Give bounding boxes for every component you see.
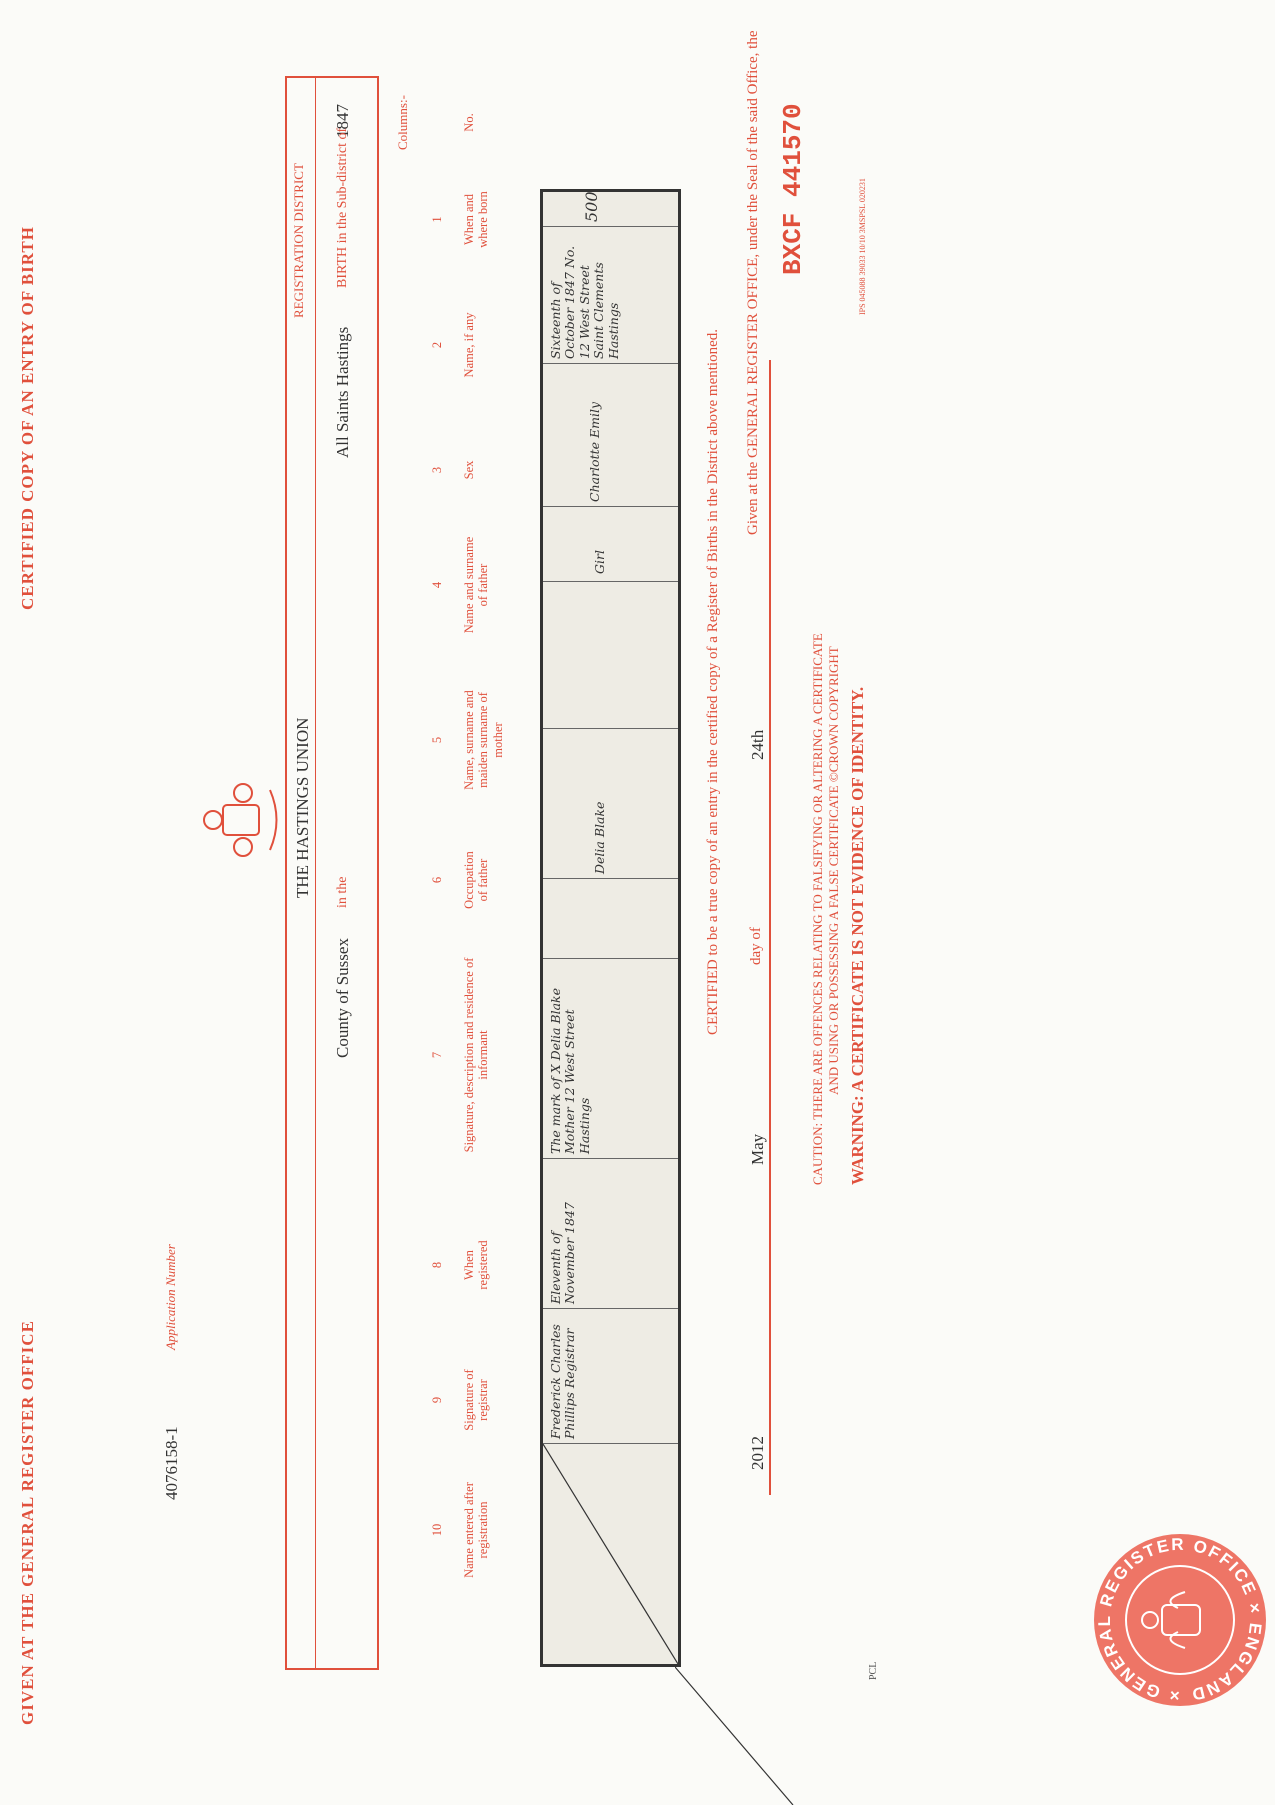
entry-when-where: Sixteenth of October 1847 No. 12 West Street Saint Clements Hastings: [548, 245, 621, 359]
general-register-office-seal-icon: [1090, 1530, 1270, 1710]
given-at-line: Given at the GENERAL REGISTER OFFICE, under the Seal of the said Office, the: [745, 30, 761, 535]
entry-name: Charlotte Emily: [587, 401, 602, 502]
column-number: 10: [430, 1523, 444, 1537]
column-number: 9: [430, 1396, 444, 1404]
column-header: Name and surname of father: [462, 536, 491, 634]
entry-sex: Girl: [592, 550, 607, 574]
column-header: Signature of registrar: [462, 1369, 491, 1431]
column-number: 8: [430, 1261, 444, 1269]
column-header: Name, if any: [462, 312, 476, 378]
certificate-title: CERTIFIED COPY OF AN ENTRY OF BIRTH: [18, 226, 37, 610]
subdistrict-name: All Saints Hastings: [333, 326, 352, 458]
entry-mother: Delia Blake: [592, 801, 607, 874]
serial-number: BXCF 441570: [778, 103, 808, 275]
application-label: Application Number: [163, 1244, 178, 1350]
column-number: 3: [430, 466, 444, 474]
cert-day: 24th: [748, 729, 767, 760]
cancellation-line: [543, 1444, 678, 1664]
cert-month: May: [748, 1133, 767, 1165]
entry-no: 500: [582, 191, 601, 222]
entry-when-registered: Eleventh of November 1847: [548, 1202, 578, 1304]
diagonal-line: [675, 1665, 795, 1805]
column-header: Occupation of father: [462, 851, 491, 909]
footer-code: IPS 045088 39033 10/10 3MSPSL 020231: [858, 178, 867, 315]
column-header: Signature, description and residence of informant: [462, 957, 491, 1153]
column-header: Sex: [462, 460, 476, 480]
caution-line-2: AND USING OR POSSESSING A FALSE CERTIFICATE ©CROWN COPYRIGHT: [826, 646, 841, 1095]
column-header: Name entered after registration: [462, 1482, 491, 1578]
royal-arms-icon: [195, 775, 285, 865]
column-number: 2: [430, 341, 444, 349]
cert-year: 2012: [748, 1436, 767, 1470]
entry-informant: The mark of X Delia Blake Mother 12 West Street Hastings: [548, 987, 592, 1154]
column-header: When and where born: [462, 191, 491, 248]
registration-district-label: REGISTRATION DISTRICT: [291, 163, 306, 318]
column-number: 4: [430, 581, 444, 589]
entry-table: [540, 189, 681, 1667]
birth-label: BIRTH in the Sub-district of: [335, 127, 350, 288]
date-underline: [769, 360, 771, 1495]
column-header: When registered: [462, 1240, 491, 1290]
certified-line: CERTIFIED to be a true copy of an entry in the certified copy of a Register of Births in the District above mentioned.: [705, 329, 721, 1035]
year: 1847: [333, 104, 352, 138]
county-name: County of Sussex: [333, 938, 352, 1058]
day-of-label: day of: [748, 927, 764, 965]
column-number: 6: [430, 876, 444, 884]
application-number: 4076158-1: [162, 1426, 181, 1500]
column-header: No.: [462, 113, 476, 132]
column-header: Name, surname and maiden surname of mother: [462, 690, 505, 790]
svg-text:× GENERAL REGISTER OFFICE × EN: × GENERAL REGISTER OFFICE × ENGLAND: [1094, 1534, 1266, 1706]
column-number: 1: [430, 216, 444, 223]
in-the-label: in the: [335, 876, 350, 908]
district-name: THE HASTINGS UNION: [293, 717, 312, 898]
warning-text: WARNING: A CERTIFICATE IS NOT EVIDENCE OF IDENTITY.: [848, 686, 867, 1185]
registration-box: [285, 76, 379, 1670]
column-number: 5: [430, 736, 444, 744]
office-heading: GIVEN AT THE GENERAL REGISTER OFFICE: [18, 1320, 37, 1725]
column-number: 7: [430, 1051, 444, 1059]
pcl-code: PCL: [868, 1661, 879, 1680]
entry-registrar: Frederick Charles Phillips Registrar: [548, 1324, 578, 1439]
columns-label: Columns:-: [395, 95, 410, 150]
caution-line-1: CAUTION: THERE ARE OFFENCES RELATING TO FALSIFYING OR ALTERING A CERTIFICATE: [810, 633, 825, 1185]
